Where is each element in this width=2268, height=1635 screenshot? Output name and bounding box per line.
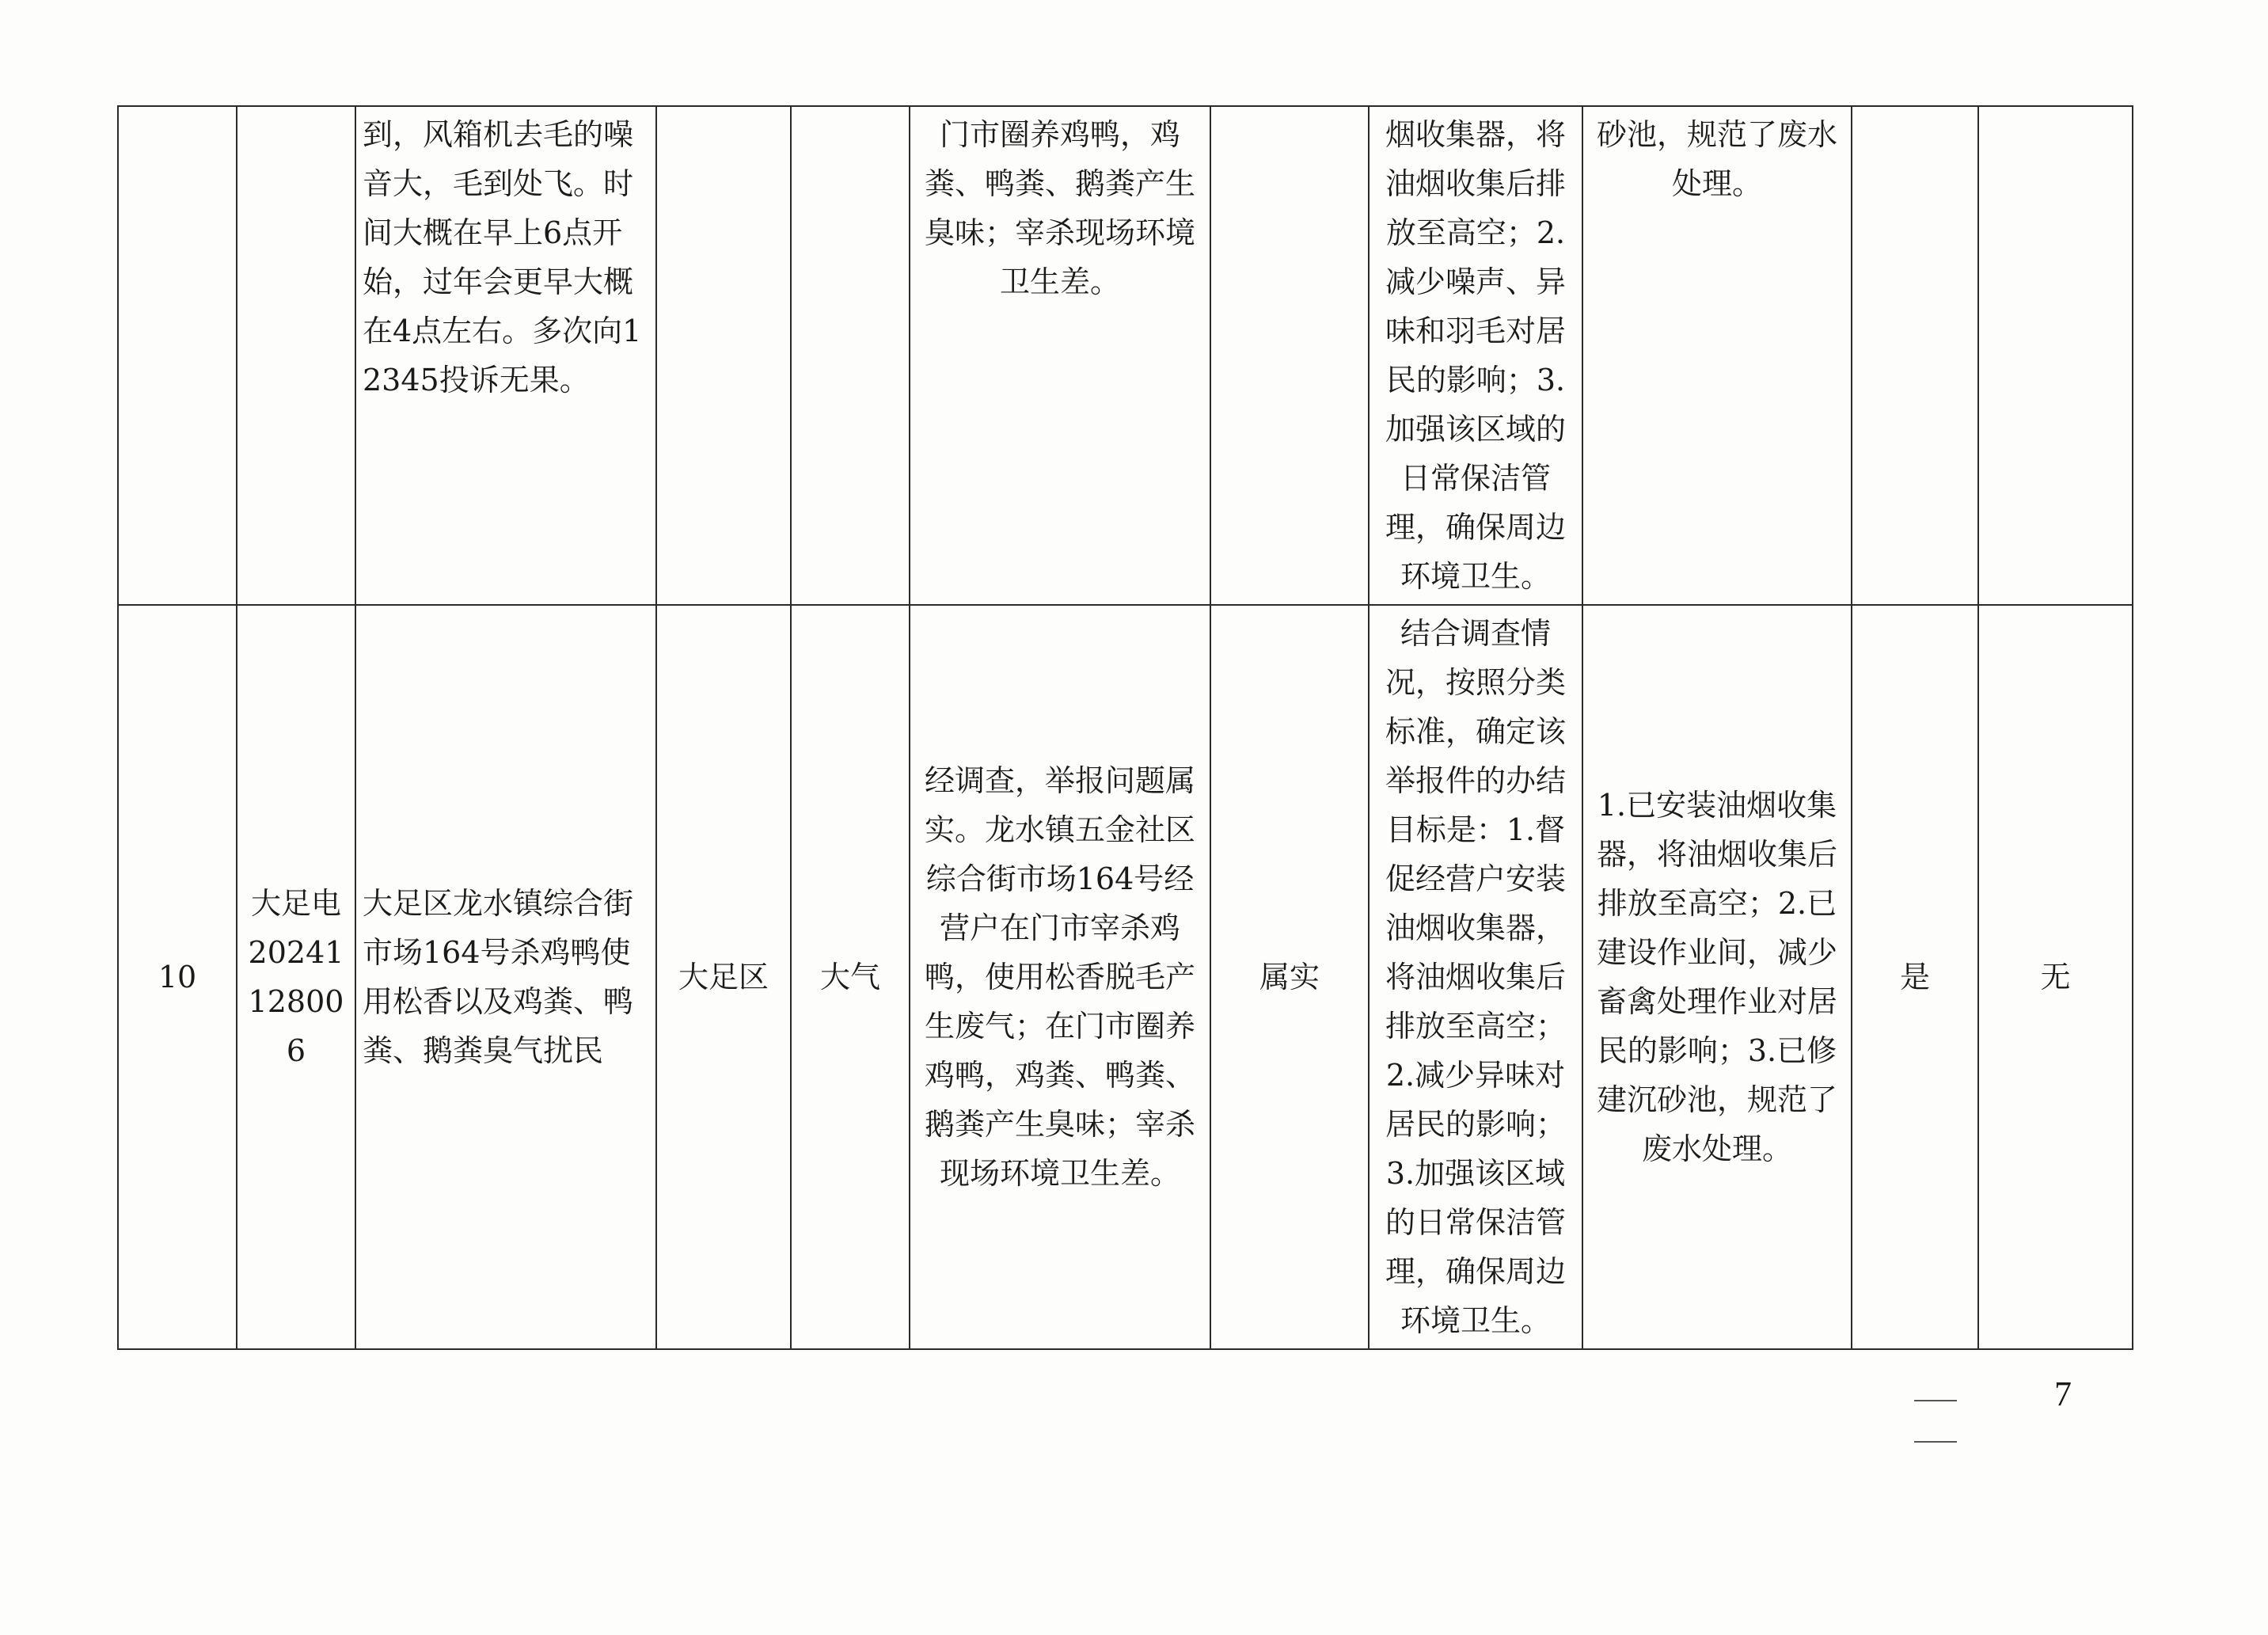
target-text: 烟收集器，将油烟收集后排放至高空；2.减少噪声、异味和羽毛对居民的影响；3.加强该区域的日常保洁管理，确保周边环境卫生。 <box>1385 117 1566 594</box>
category-cell <box>791 106 910 605</box>
table-row <box>118 605 2133 1349</box>
page-number-dash-top <box>1914 1400 1957 1401</box>
target-cell <box>1369 605 1582 1349</box>
table-row <box>118 106 2133 605</box>
id-cell: 10 <box>118 605 237 1349</box>
code-cell <box>237 605 355 1349</box>
finding-text: 经调查，举报问题属实。龙水镇五金社区综合街市场164号经营户在门市宰杀鸡鸭，使用松香脱毛产生废气；在门市圈养鸡鸭，鸡粪、鸭粪、鹅粪产生臭味；宰杀现场环境卫生差。 <box>924 763 1195 1191</box>
finding-text: 门市圈养鸡鸭，鸡粪、鸭粪、鹅粪产生臭味；宰杀现场环境卫生差。 <box>924 117 1195 299</box>
district-cell <box>656 106 791 605</box>
id-cell <box>118 106 237 605</box>
complaint-cell <box>355 106 656 605</box>
closed-cell: 是 <box>1852 605 1978 1349</box>
page-number-dash-bottom <box>1914 1441 1957 1443</box>
complaint-text: 大足区龙水镇综合街市场164号杀鸡鸭使用松香以及鸡粪、鸭粪、鹅粪臭气扰民 <box>363 886 634 1068</box>
code-text: 大足电20241128006 <box>248 886 344 1068</box>
code-cell <box>237 106 355 605</box>
page-number: 7 <box>2054 1375 2072 1413</box>
district-cell: 大足区 <box>656 605 791 1349</box>
target-text: 结合调查情况，按照分类标准，确定该举报件的办结目标是：1.督促经营户安装油烟收集器，将油烟收集后排放至高空；2.减少异味对居民的影响；3.加强该区域的日常保洁管理，确保周边环境卫生。 <box>1385 616 1566 1338</box>
verdict-cell: 属实 <box>1210 605 1369 1349</box>
measures-text: 砂池，规范了废水处理。 <box>1596 117 1837 201</box>
closed-cell <box>1852 106 1978 605</box>
measures-cell <box>1582 605 1852 1349</box>
measures-text: 1.已安装油烟收集器，将油烟收集后排放至高空；2.已建设作业间，减少畜禽处理作业对居民的影响；3.已修建沉砂池，规范了废水处理。 <box>1596 788 1837 1166</box>
finding-cell <box>910 106 1210 605</box>
verdict-cell <box>1210 106 1369 605</box>
target-cell <box>1369 106 1582 605</box>
accountability-cell: 无 <box>1978 605 2133 1349</box>
finding-cell <box>910 605 1210 1349</box>
category-cell: 大气 <box>791 605 910 1349</box>
measures-cell <box>1582 106 1852 605</box>
complaint-text: 到，风箱机去毛的噪音大，毛到处飞。时间大概在早上6点开始，过年会更早大概在4点左右。多次向12345投诉无果。 <box>363 117 642 397</box>
complaint-cell <box>355 605 656 1349</box>
accountability-cell <box>1978 106 2133 605</box>
complaint-table <box>117 105 2133 1350</box>
